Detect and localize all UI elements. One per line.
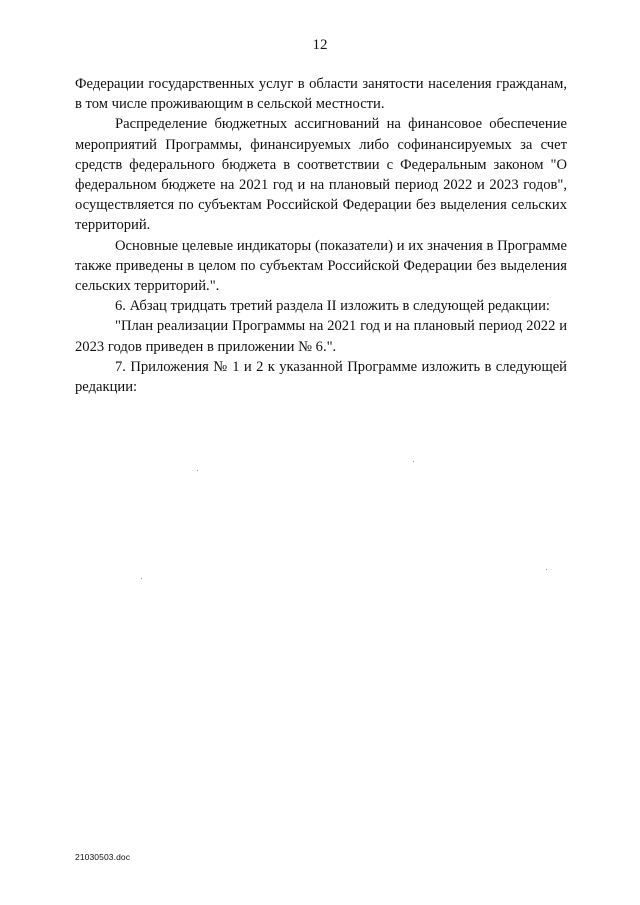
scan-speck — [413, 461, 414, 462]
scan-speck — [141, 578, 142, 579]
footer-filename: 21030503.doc — [75, 852, 131, 862]
paragraph-implementation-plan: "План реализации Программы на 2021 год и на плановый период 2022 и 2023 годов приведен в приложении № 6.". — [75, 318, 567, 355]
scan-speck — [546, 569, 547, 570]
paragraph-continuation: Федерации государственных услуг в области занятости населения гражданам, в том числе проживающим в сельской местности. — [75, 76, 567, 113]
paragraph-item-6: 6. Абзац тридцать третий раздела II изложить в следующей редакции: — [115, 298, 550, 315]
document-body — [75, 74, 567, 397]
paragraph-item-7: 7. Приложения № 1 и 2 к указанной Программе изложить в следующей редакции: — [75, 358, 567, 396]
paragraph-target-indicators: Основные целевые индикаторы (показатели) и их значения в Программе также приведены в целом по субъектам Российской Федерации без выделения сельских территорий.". — [75, 237, 567, 295]
page-number: 12 — [312, 37, 328, 53]
paragraph-budget-allocation: Распределение бюджетных ассигнований на финансовое обеспечение мероприятий Программы, финансируемых либо софинансируемых за счет средств федерального бюджета в соответствии с Федеральным законом "О федеральном бюджете на 2021 год и на плановый период 2022 и 2023 годов", осуществляется по субъектам Российской Федерации без выделения сельских территорий. — [75, 116, 567, 234]
scan-speck — [197, 470, 198, 471]
